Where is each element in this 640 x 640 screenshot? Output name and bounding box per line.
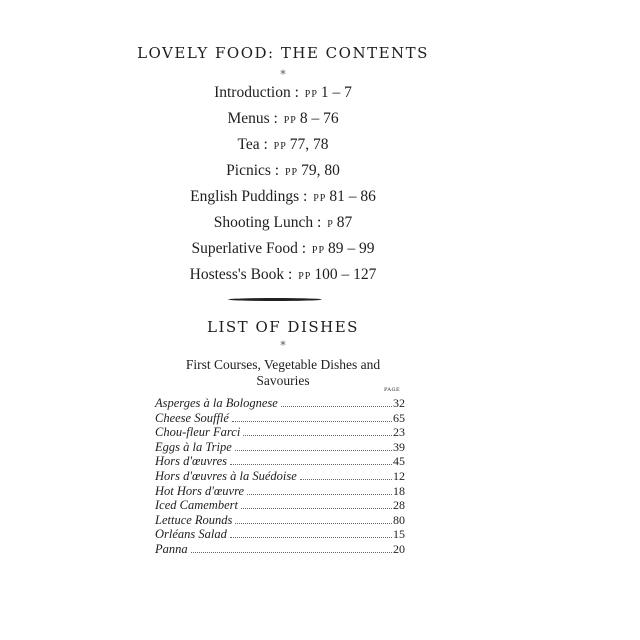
dish-page: 80 [393,512,405,527]
dish-name: Chou-fleur Farci [155,425,241,440]
pp-abbrev: P [327,219,334,230]
dot-leader [230,464,392,465]
dish-entry [155,396,405,411]
asterisk-ornament: * [280,68,286,81]
entry-pages: 8 – 76 [299,110,339,127]
page-column-header: PAGE [384,387,401,393]
dish-entry [155,425,405,440]
dish-page: 28 [393,498,405,513]
dish-entry [155,498,405,513]
dish-page: 65 [393,410,405,425]
dish-entry [155,513,405,528]
dishes-list [155,396,405,557]
dot-leader [300,479,392,480]
entry-name: English Puddings : [190,188,308,205]
dish-entry [155,411,405,426]
pp-abbrev: PP [273,141,287,152]
entry-pages: 1 – 7 [320,84,352,101]
dish-entry [155,484,405,499]
entry-pages: 87 [336,214,353,231]
contents-entry [0,84,566,102]
dot-leader [281,406,392,407]
entry-name: Menus : [227,110,278,127]
pp-abbrev: PP [283,115,297,126]
dish-entry [155,527,405,542]
entry-name: Introduction : [214,84,299,101]
entry-pages: 81 – 86 [329,188,376,205]
dish-page: 45 [393,454,405,469]
dish-name: Hot Hors d'œuvre [155,483,245,498]
dish-page: 20 [393,541,405,556]
dishes-title: LIST OF DISHES [207,318,359,336]
contents-entry [0,188,566,206]
contents-entry [0,162,566,180]
dish-entry [155,542,405,557]
divider-rule [228,298,322,301]
dish-entry [155,440,405,455]
entry-pages: 89 – 99 [328,240,375,257]
dot-leader [243,435,392,436]
dish-name: Hors d'œuvres à la Suédoise [155,468,297,483]
section-title-cont: Savouries [256,373,310,388]
dish-name: Orléans Salad [155,527,227,542]
dish-name: Eggs à la Tripe [155,439,232,454]
dish-page: 39 [393,439,405,454]
dish-page: 32 [393,396,405,410]
dish-page: 15 [393,527,405,542]
contents-entry [0,110,566,128]
dish-name: Cheese Soufflé [155,410,229,425]
entry-pages: 77, 78 [289,136,329,153]
dish-name: Panna [155,541,188,556]
dot-leader [191,552,392,553]
dish-name: Lettuce Rounds [155,512,233,527]
dot-leader [235,450,392,451]
asterisk-ornament: * [280,339,286,352]
entry-pages: 100 – 127 [314,266,377,283]
contents-title: LOVELY FOOD: THE CONTENTS [137,44,429,62]
contents-entry [0,266,566,284]
entry-pages: 79, 80 [301,162,340,179]
pp-abbrev: PP [313,193,327,204]
pp-abbrev: PP [298,271,312,282]
dot-leader [235,523,392,524]
dish-name: Hors d'œuvres [155,454,228,469]
entry-name: Tea : [237,136,268,153]
dish-entry [155,454,405,469]
entry-name: Picnics : [226,162,280,179]
dish-entry [155,469,405,484]
dot-leader [232,421,392,422]
dish-name: Iced Camembert [155,498,238,513]
dish-page: 23 [393,425,405,440]
dish-page: 12 [393,468,405,483]
contents-entry [0,136,566,154]
pp-abbrev: PP [304,89,318,100]
contents-entry [0,214,566,232]
section-title: First Courses, Vegetable Dishes and [185,357,381,372]
pp-abbrev: PP [284,167,299,178]
dish-page: 18 [393,483,405,498]
contents-entry [0,240,566,258]
dish-name: Asperges à la Bolognese [155,396,278,410]
entry-name: Superlative Food : [191,240,307,257]
entry-name: Shooting Lunch : [213,214,322,231]
dot-leader [247,494,392,495]
dot-leader [230,537,392,538]
pp-abbrev: PP [311,245,326,256]
dot-leader [241,508,392,509]
entry-name: Hostess's Book : [189,266,293,283]
